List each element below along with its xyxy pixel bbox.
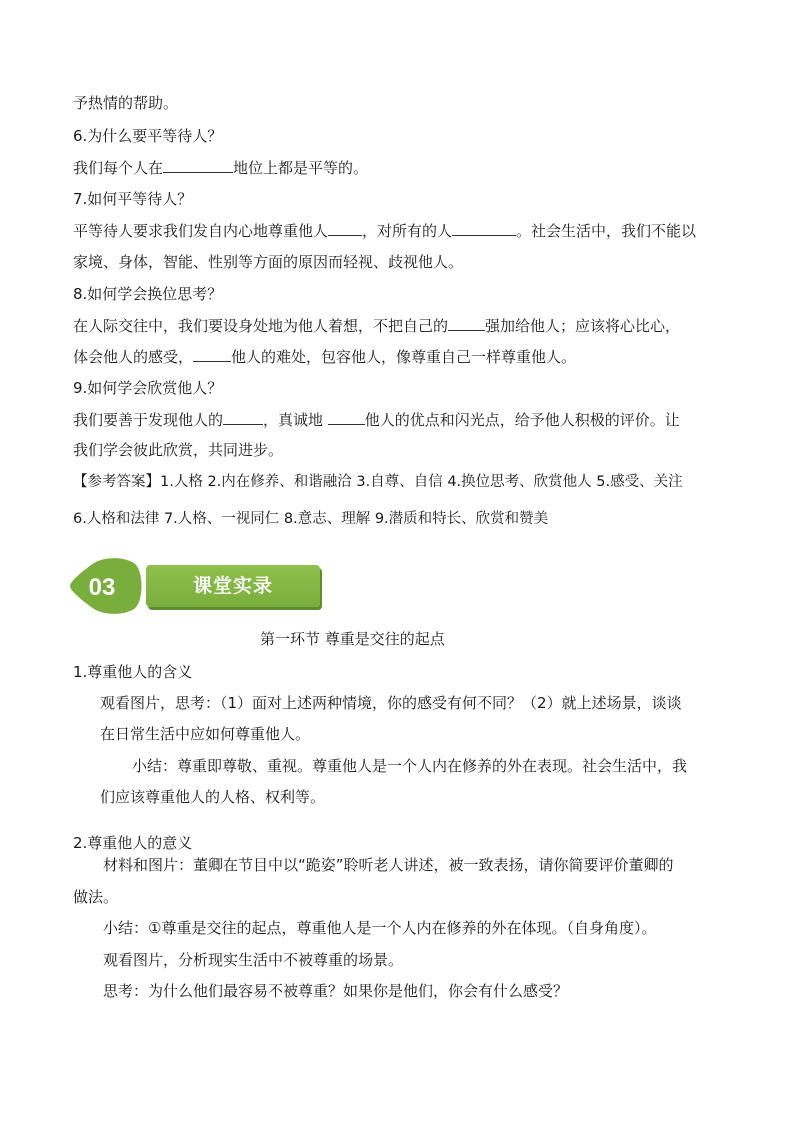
text-segment: 平等待人要求我们发自内心地尊重他人 [73,222,329,240]
fill-blank [448,315,485,331]
paragraph-line: 观看图片，思考：（1）面对上述两种情境，你的感受有何不同？（2）就上述场景，谈谈 [100,694,682,712]
text-segment: 我们要善于发现他人的 [73,411,224,429]
text-segment: 他人的难处，包容他人，像尊重自己一样尊重他人。 [231,348,577,366]
text-segment: 他人的优点和闪光点，给予他人积极的评价。让 [364,411,680,429]
text-segment: 在人际交往中，我们要设身处地为他人着想，不把自己的 [73,317,449,335]
paragraph-line: 小结：尊重即尊敬、重视。尊重他人是一个人内在修养的外在表现。社会生活中，我 [132,757,688,775]
fill-blank [328,220,362,236]
section-title: 课堂实录 [192,575,273,597]
reference-answer: 【参考答案】1.人格 2.内在修养、和谐融洽 3.自尊、自信 4.换位思考、欣赏他人 5.感受、关注 [73,474,683,490]
text-segment: 地位上都是平等的。 [233,159,369,177]
paragraph-line: 做法。 [73,888,119,906]
fill-blank [193,346,231,362]
answer-9 [73,409,680,430]
fill-blank [163,157,233,173]
paragraph-line: 观看图片，分析现实生活中不被尊重的场景。 [103,951,404,969]
question-8: 8.如何学会换位思考？ [73,285,223,303]
question-9: 9.如何学会欣赏他人？ [73,379,223,397]
text-segment: 。社会生活中，我们不能以 [516,222,697,240]
text-segment: 强加给他人；应该将心比心， [485,317,681,335]
paragraph-line: 小结：①尊重是交往的起点，尊重他人是一个人内在修养的外在体现。（自身角度）。 [103,919,657,937]
paragraph-line: 在日常生活中应如何尊重他人。 [100,725,311,743]
text-line: 家境、身体，智能、性别等方面的原因而轻视、歧视他人。 [73,253,464,271]
paragraph-line: 材料和图片：董卿在节目中以“跪姿”聆听老人讲述，被一致表扬，请你简要评价董卿的 [103,856,674,874]
lesson-heading: 2.尊重他人的意义 [73,834,193,852]
paragraph-line: 思考：为什么他们最容易不被尊重？如果你是他们，你会有什么感受？ [103,982,569,1000]
text-segment: ，对所有的人 [362,222,453,240]
section-title-bar [146,565,320,607]
lesson-subtitle: 第一环节 尊重是交往的起点 [260,630,445,648]
text-line [73,346,576,367]
text-segment: 体会他人的感受， [73,348,194,366]
reference-answer: 6.人格和法律 7.人格、一视同仁 8.意志、理解 9.潜质和特长、欣赏和赞美 [73,511,549,527]
question-7: 7.如何平等待人？ [73,190,193,208]
text-segment: ，真诚地 [263,411,328,429]
answer-8 [73,315,680,336]
fill-blank [223,409,263,425]
fill-blank [328,409,365,425]
fill-blank [452,220,516,236]
answer-7 [73,220,696,241]
question-6: 6.为什么要平等待人？ [73,127,223,145]
paragraph-line: 们应该尊重他人的人格、权利等。 [100,788,326,806]
text-segment: 我们每个人在 [73,159,164,177]
text-line: 予热情的帮助。 [73,94,179,112]
lesson-heading: 1.尊重他人的含义 [73,663,193,681]
text-line: 我们学会彼此欣赏，共同进步。 [73,441,284,459]
section-number-badge [70,555,150,617]
section-number: 03 [88,574,116,601]
answer-6 [73,157,368,178]
